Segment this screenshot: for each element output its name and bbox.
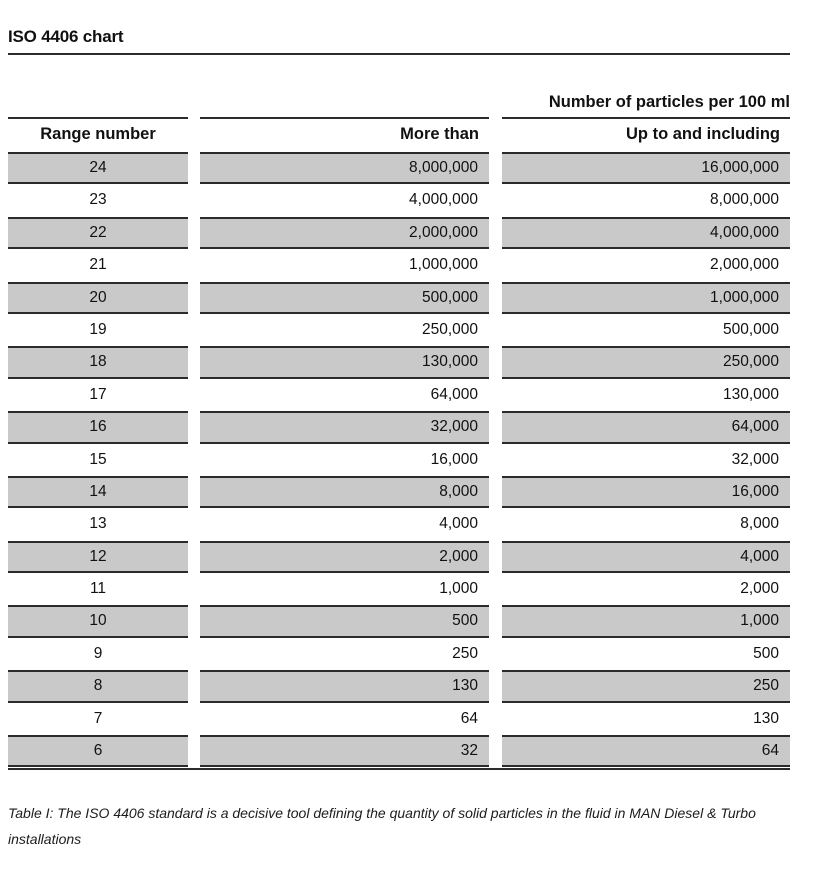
- cell-up-to-and-including: 130: [753, 709, 779, 727]
- cell-range-number: 9: [93, 644, 103, 662]
- cell-more-than: 130: [200, 670, 489, 702]
- cell-range-number: 11: [89, 580, 107, 598]
- table-row: [0, 444, 838, 476]
- table-row: [0, 346, 838, 378]
- cell-more-than: 250: [452, 644, 478, 662]
- cell-up-to-and-including: 1,000: [502, 605, 790, 637]
- table-row: [0, 379, 838, 411]
- table-row: [0, 703, 838, 735]
- cell-up-to-and-including: 2,000,000: [710, 256, 779, 274]
- cell-more-than: 500: [200, 605, 489, 637]
- table-bottom-divider: [8, 768, 790, 770]
- cell-more-than: 64,000: [430, 385, 478, 403]
- cell-range-number: 7: [93, 709, 103, 727]
- cell-up-to-and-including: 8,000: [740, 515, 779, 533]
- cell-up-to-and-including: 8,000,000: [710, 191, 779, 209]
- cell-more-than: 8,000: [200, 476, 489, 508]
- table-row: [0, 476, 838, 508]
- table-row: [0, 573, 838, 605]
- cell-up-to-and-including: 64,000: [502, 411, 790, 443]
- cell-more-than: 32,000: [200, 411, 489, 443]
- cell-range-number: 20: [8, 282, 188, 314]
- cell-range-number: 22: [8, 217, 188, 249]
- table-body: [0, 152, 838, 767]
- cell-range-number: 13: [89, 515, 107, 533]
- column-header-range-number: Range number: [40, 125, 156, 143]
- cell-more-than: 4,000,000: [409, 191, 478, 209]
- cell-up-to-and-including: 1,000,000: [502, 282, 790, 314]
- cell-up-to-and-including: 4,000,000: [502, 217, 790, 249]
- cell-range-number: 15: [89, 450, 107, 468]
- cell-up-to-and-including: 500,000: [722, 320, 779, 338]
- cell-more-than: 130,000: [200, 346, 489, 378]
- cell-up-to-and-including: 32,000: [731, 450, 779, 468]
- page-title: ISO 4406 chart: [8, 27, 124, 46]
- cell-range-number: 8: [8, 670, 188, 702]
- title-divider: [8, 53, 790, 55]
- cell-more-than: 250,000: [421, 320, 478, 338]
- cell-more-than: 500,000: [200, 282, 489, 314]
- table-caption: Table I: The ISO 4406 standard is a decisive tool defining the quantity of solid particles in the fluid in MAN Diesel & Turbo installations: [8, 805, 756, 847]
- title-block: [8, 26, 790, 55]
- cell-range-number: 12: [8, 541, 188, 573]
- table-row: [0, 638, 838, 670]
- cell-more-than: 2,000,000: [200, 217, 489, 249]
- table-row: [0, 735, 838, 767]
- column-header-more-than: More than: [400, 125, 479, 143]
- table-row: [0, 508, 838, 540]
- cell-up-to-and-including: 250: [502, 670, 790, 702]
- cell-range-number: 19: [89, 320, 107, 338]
- cell-up-to-and-including: 130,000: [722, 385, 779, 403]
- cell-more-than: 16,000: [430, 450, 478, 468]
- column-header-up-to-and-including: Up to and including: [626, 125, 780, 143]
- table-row: [0, 249, 838, 281]
- group-header-number-of-particles: Number of particles per 100 ml: [548, 93, 790, 111]
- header-rule-more-than: [200, 117, 489, 119]
- cell-more-than: 32: [200, 735, 489, 767]
- cell-up-to-and-including: 64: [502, 735, 790, 767]
- table-row: [0, 670, 838, 702]
- cell-range-number: 10: [8, 605, 188, 637]
- cell-range-number: 24: [8, 152, 188, 184]
- table-row: [0, 411, 838, 443]
- cell-range-number: 23: [89, 191, 107, 209]
- cell-range-number: 16: [8, 411, 188, 443]
- cell-up-to-and-including: 250,000: [502, 346, 790, 378]
- cell-more-than: 64: [460, 709, 478, 727]
- cell-range-number: 21: [89, 256, 107, 274]
- cell-more-than: 1,000: [439, 580, 478, 598]
- header-rule-up-to-and-including: [502, 117, 790, 119]
- table-row: [0, 541, 838, 573]
- cell-range-number: 14: [8, 476, 188, 508]
- cell-up-to-and-including: 500: [753, 644, 779, 662]
- cell-up-to-and-including: 4,000: [502, 541, 790, 573]
- cell-range-number: 18: [8, 346, 188, 378]
- table-row: [0, 282, 838, 314]
- cell-range-number: 6: [8, 735, 188, 767]
- cell-more-than: 8,000,000: [200, 152, 489, 184]
- table-row: [0, 314, 838, 346]
- table-row: [0, 184, 838, 216]
- cell-more-than: 1,000,000: [409, 256, 478, 274]
- header-rule-range-number: [8, 117, 188, 119]
- cell-more-than: 2,000: [200, 541, 489, 573]
- cell-up-to-and-including: 16,000,000: [502, 152, 790, 184]
- cell-up-to-and-including: 16,000: [502, 476, 790, 508]
- cell-up-to-and-including: 2,000: [740, 580, 779, 598]
- table-row: [0, 217, 838, 249]
- table-row: [0, 152, 838, 184]
- table-row: [0, 605, 838, 637]
- cell-more-than: 4,000: [439, 515, 478, 533]
- cell-range-number: 17: [89, 385, 107, 403]
